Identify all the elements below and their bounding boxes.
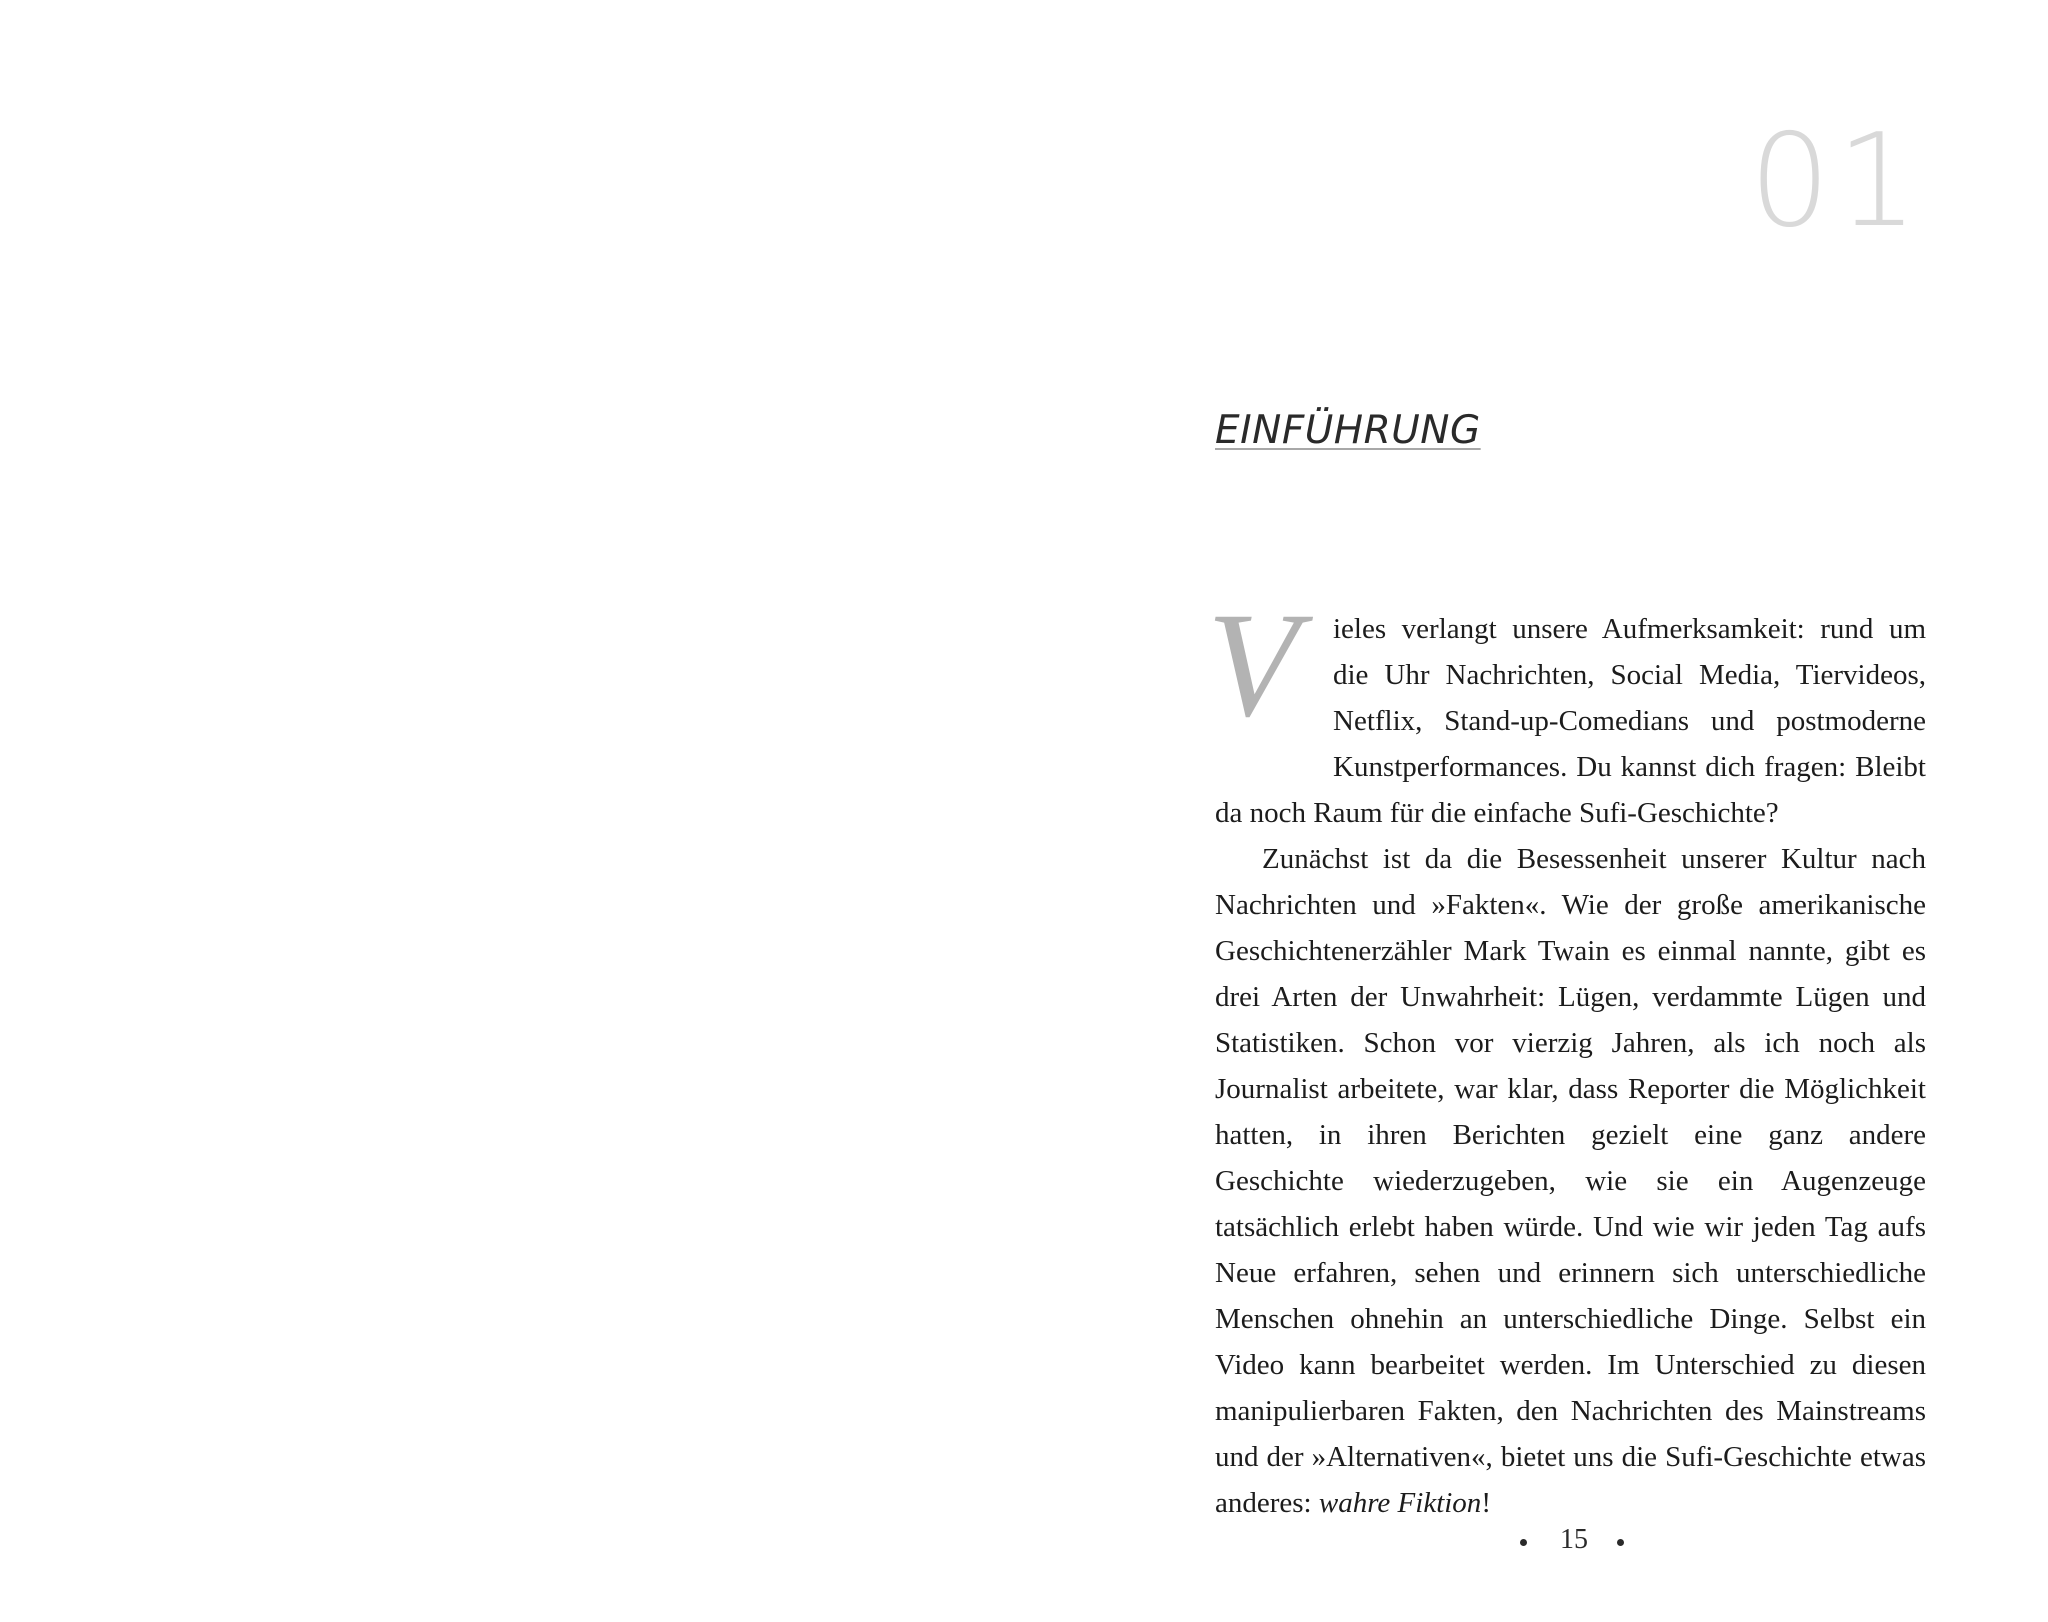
body-text bbox=[1207, 582, 1926, 1526]
chapter-number: 01 bbox=[1749, 107, 1924, 256]
drop-cap-letter: V bbox=[1207, 582, 1299, 748]
paragraph-1 bbox=[1207, 582, 1926, 836]
dropcap-box bbox=[1207, 582, 1331, 748]
paragraph-2 bbox=[1215, 836, 1926, 1526]
paragraph-2-text: Zunächst ist da die Besessenheit unserer Kultur nach Nachrichten und »Fakten«. Wie der große amerikanische Geschichtenerzähler Mark Twain es einmal nannte, gibt es drei Arten der Unwahrheit: Lügen, verdammte Lügen und Statistiken. Schon vor vierzig Jahren, als ich noch als Journalist arbeitete, war klar, dass Reporter die Möglichkeit hatten, in ihren Berichten gezielt eine ganz andere Geschichte wiederzugeben, wie sie ein Augenzeuge tatsächlich erlebt haben würde. Und wie wir jeden Tag aufs Neue erfahren, sehen und erinnern sich unterschiedliche Menschen ohnehin an unterschiedliche Dinge. Selbst ein Video kann bearbeitet werden. Im Unterschied zu diesen manipulierbaren Fakten, den Nachrichten des Mainstreams und der »Alternativen«, bietet uns die Sufi-Geschichte etwas anderes: bbox=[1215, 843, 1926, 1519]
chapter-title: EINFÜHRUNG bbox=[1215, 408, 1481, 453]
footer-bullet-icon bbox=[1520, 1539, 1527, 1546]
paragraph-2-emphasis: wahre Fiktion bbox=[1318, 1487, 1482, 1519]
page-number: 15 bbox=[1560, 1524, 1588, 1555]
paragraph-2-end: ! bbox=[1481, 1487, 1491, 1519]
right-page bbox=[1024, 0, 2048, 1622]
paragraph-1-text: ieles verlangt unsere Aufmerksamkeit: rund um die Uhr Nachrichten, Social Media, Tiervideos, Netflix, Stand-up-Comedians und postmoderne Kunstperformances. Du kannst dich fragen: Bleibt da noch Raum für die einfache Sufi-Geschichte? bbox=[1215, 613, 1926, 829]
page-footer bbox=[1024, 1524, 2048, 1570]
footer-bullet-icon bbox=[1617, 1539, 1624, 1546]
